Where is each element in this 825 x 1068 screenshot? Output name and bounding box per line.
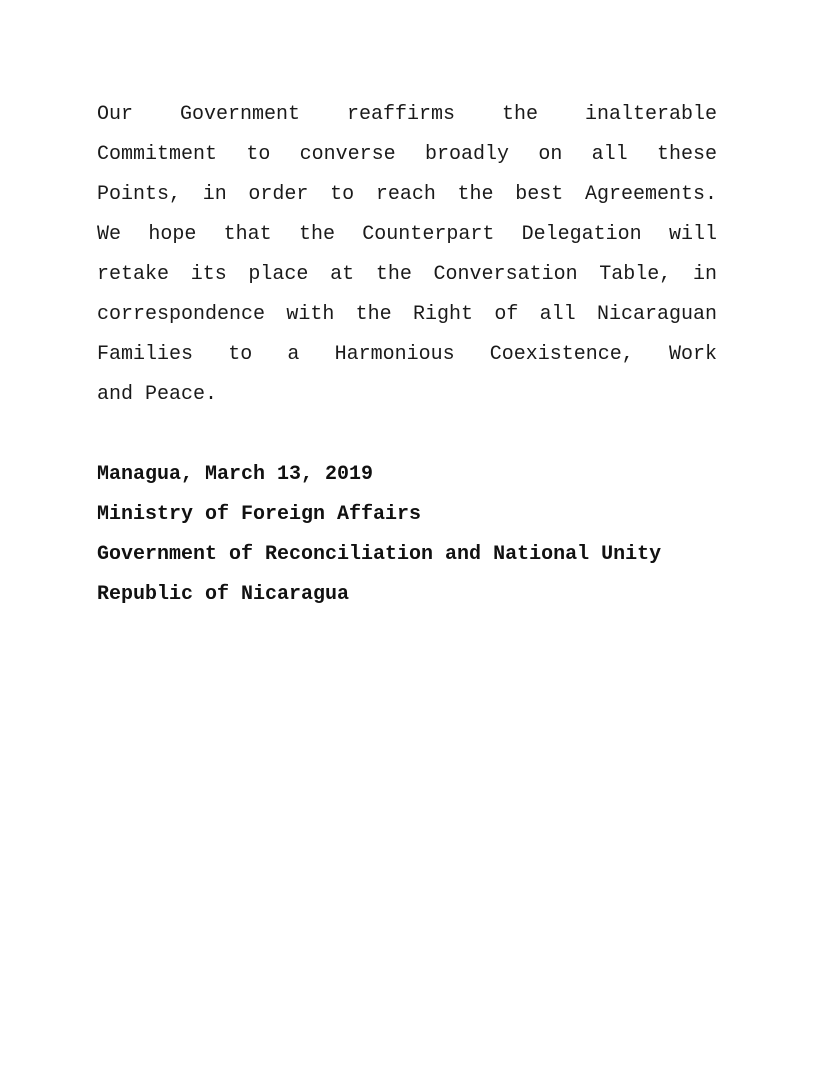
paragraph-line: Families to a Harmonious Coexistence, Work — [97, 343, 717, 366]
paragraph-line: Commitment to converse broadly on all these — [97, 143, 717, 166]
paragraph-line: correspondence with the Right of all Nicaraguan — [97, 303, 717, 326]
statement-paragraph — [97, 100, 717, 420]
place-and-date: Managua, March 13, 2019 — [97, 463, 374, 486]
paragraph-line: Our Government reaffirms the inalterable — [97, 103, 717, 126]
country-name: Republic of Nicaragua — [97, 583, 350, 606]
paragraph-line: We hope that the Counterpart Delegation will — [97, 223, 717, 246]
paragraph-line: retake its place at the Conversation Table, in — [97, 263, 717, 286]
document-page — [97, 100, 717, 620]
paragraph-line: Points, in order to reach the best Agreements. — [97, 183, 717, 206]
paragraph-line: and Peace. — [97, 383, 218, 406]
ministry-name: Ministry of Foreign Affairs — [97, 503, 422, 526]
signature-block — [97, 460, 717, 620]
government-name: Government of Reconciliation and National Unity — [97, 543, 662, 566]
